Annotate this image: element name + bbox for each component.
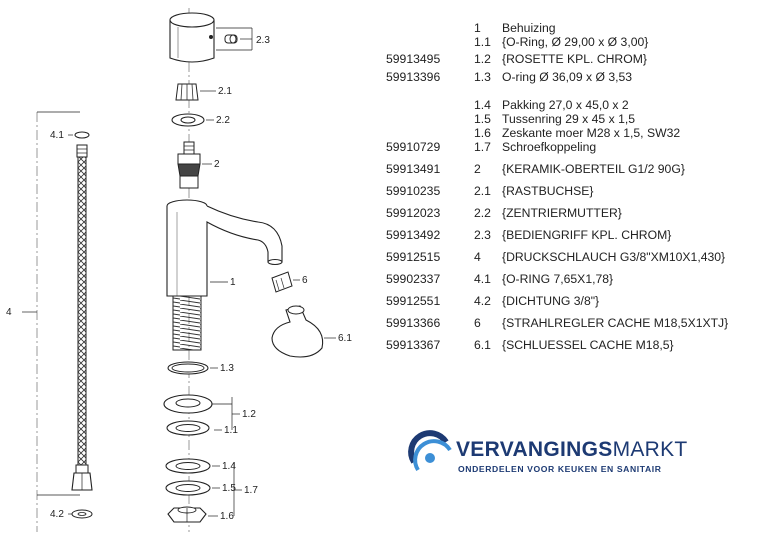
- callout-4-2: 4.2: [50, 509, 64, 520]
- rosette-part: [164, 395, 212, 413]
- part-description: Tussenring 29 x 45 x 1,5: [502, 112, 636, 126]
- part-article-number: 59913495: [386, 52, 441, 66]
- part-description: {O-Ring, Ø 29,00 x Ø 3,00}: [502, 35, 649, 49]
- aerator-key-part: [272, 306, 336, 357]
- part-article-number: 59912551: [386, 294, 441, 308]
- part-description: Schroefkoppeling: [502, 140, 597, 154]
- callout-1: 1: [230, 277, 236, 288]
- part-position: 1.2: [474, 52, 491, 66]
- callout-6: 6: [302, 275, 308, 286]
- part-article-number: 59913491: [386, 162, 441, 176]
- part-description: {ROSETTE KPL. CHROM}: [502, 52, 647, 66]
- part-description: Behuizing: [502, 21, 556, 35]
- part-description: {O-RING 7,65X1,78}: [502, 272, 614, 286]
- callout-2: 2: [214, 159, 220, 170]
- brand-logo: [406, 428, 706, 484]
- part-position: 2.3: [474, 228, 491, 242]
- callout-1-2: 1.2: [242, 409, 256, 420]
- part-description: {DRUCKSCHLAUCH G3/8"XM10X1,430}: [502, 250, 726, 264]
- callout-1-7: 1.7: [244, 485, 258, 496]
- part-description: Zeskante moer M28 x 1,5, SW32: [502, 126, 681, 140]
- callout-4: 4: [6, 307, 12, 318]
- part-position: 6.1: [474, 338, 491, 352]
- part-article-number: 59913492: [386, 228, 441, 242]
- part-description: {KERAMIK-OBERTEIL G1/2 90G}: [502, 162, 685, 176]
- ceramic-cartridge-part: [178, 142, 212, 188]
- part-position: 2.2: [474, 206, 491, 220]
- callout-2-2: 2.2: [216, 115, 230, 126]
- part-position: 1.3: [474, 70, 491, 84]
- part-position: 1: [474, 21, 481, 35]
- part-position: 4.2: [474, 294, 491, 308]
- globe-swoosh-icon: [406, 428, 454, 478]
- gasket-part: [166, 459, 220, 473]
- part-position: 1.1: [474, 35, 491, 49]
- spacer-ring-part: [166, 481, 220, 495]
- part-article-number: 59913366: [386, 316, 441, 330]
- part-article-number: 59910729: [386, 140, 441, 154]
- o-ring-part: [168, 362, 218, 374]
- hex-nut-part: [168, 507, 218, 522]
- part-article-number: 59910235: [386, 184, 441, 198]
- centering-nut-part: [172, 114, 214, 126]
- callout-2-3: 2.3: [256, 35, 270, 46]
- callout-1-3: 1.3: [220, 363, 234, 374]
- callout-1-6: 1.6: [220, 511, 234, 522]
- callout-6-1: 6.1: [338, 333, 352, 344]
- bushing-part: [176, 84, 216, 100]
- part-position: 1.7: [474, 140, 491, 154]
- part-position: 1.5: [474, 112, 491, 126]
- part-description: {BEDIENGRIFF KPL. CHROM}: [502, 228, 672, 242]
- part-position: 1.6: [474, 126, 491, 140]
- part-article-number: 59912515: [386, 250, 441, 264]
- part-description: {STRAHLREGLER CACHE M18,5X1XTJ}: [502, 316, 729, 330]
- small-o-ring-part: [167, 421, 209, 435]
- callout-1-4: 1.4: [222, 461, 236, 472]
- callout-1-1: 1.1: [224, 425, 238, 436]
- brand-name-part-b: MARKT: [612, 438, 688, 461]
- part-position: 4: [474, 250, 481, 264]
- part-position: 6: [474, 316, 481, 330]
- part-article-number: 59913396: [386, 70, 441, 84]
- handle-part: [170, 13, 252, 62]
- brand-tagline: ONDERDELEN VOOR KEUKEN EN SANITAIR: [458, 464, 662, 474]
- brand-name-part-a: VERVANGINGS: [456, 438, 613, 461]
- part-position: 2.1: [474, 184, 491, 198]
- part-description: {DICHTUNG 3/8"}: [502, 294, 600, 308]
- aerator-part: [272, 272, 300, 292]
- callout-4-1: 4.1: [50, 130, 64, 141]
- callout-2-1: 2.1: [218, 86, 232, 97]
- part-description: {RASTBUCHSE}: [502, 184, 594, 198]
- brand-name: [456, 438, 688, 462]
- faucet-body-part: [167, 200, 282, 350]
- callout-1-5: 1.5: [222, 483, 236, 494]
- part-description: Pakking 27,0 x 45,0 x 2: [502, 98, 629, 112]
- part-position: 1.4: [474, 98, 491, 112]
- part-article-number: 59913367: [386, 338, 441, 352]
- part-position: 2: [474, 162, 481, 176]
- part-description: {ZENTRIERMUTTER}: [502, 206, 622, 220]
- part-article-number: 59902337: [386, 272, 441, 286]
- pressure-hose-part: [22, 112, 92, 518]
- part-description: {SCHLUESSEL CACHE M18,5}: [502, 338, 674, 352]
- part-position: 4.1: [474, 272, 491, 286]
- part-description: O-ring Ø 36,09 x Ø 3,53: [502, 70, 633, 84]
- part-article-number: 59912023: [386, 206, 441, 220]
